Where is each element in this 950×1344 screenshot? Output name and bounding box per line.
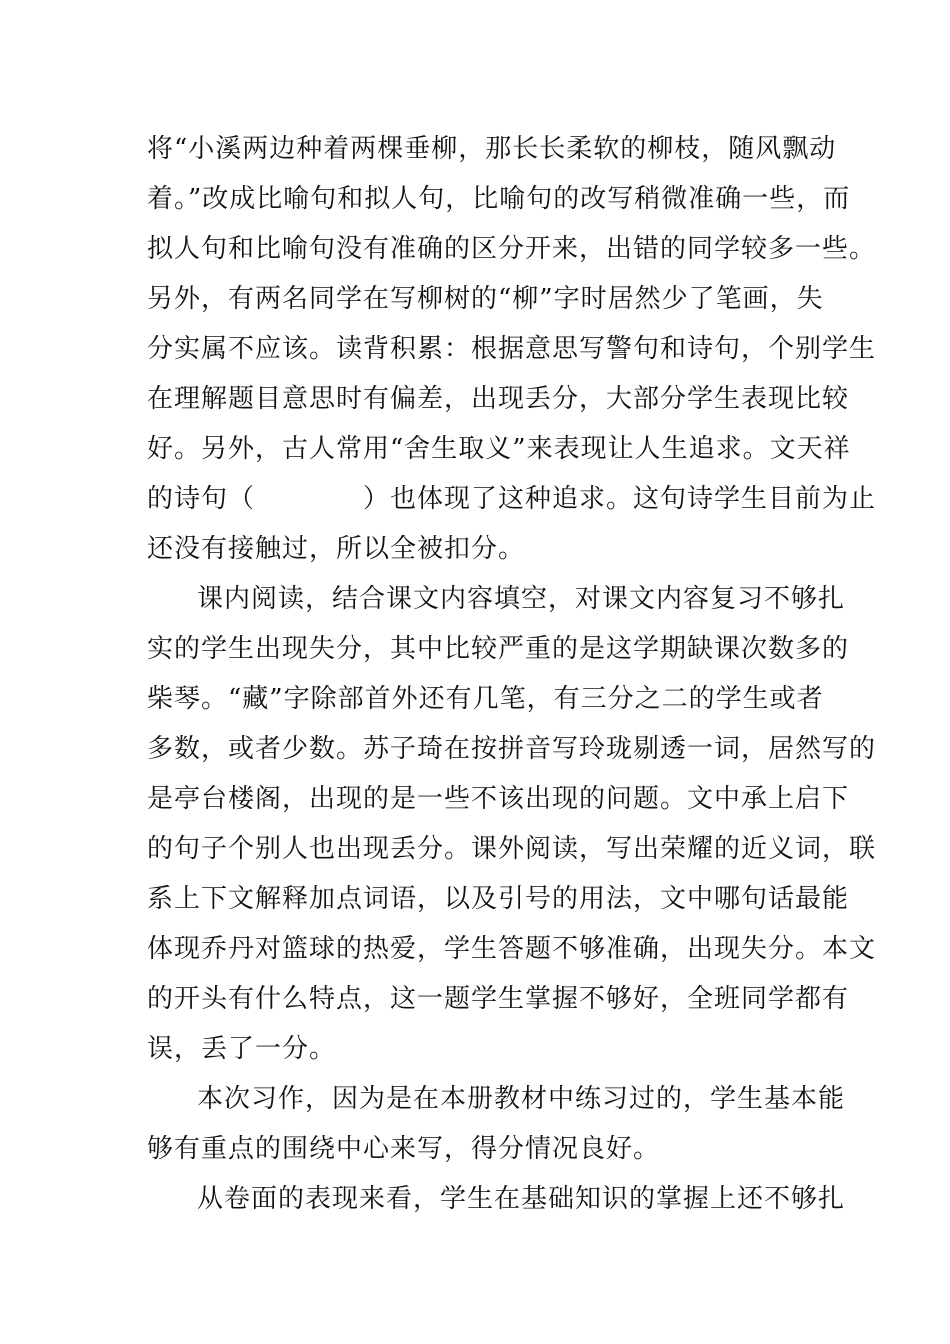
text-line: 误，丢了一分。 bbox=[147, 1034, 337, 1064]
paragraph-start-line: 本次习作，因为是在本册教材中练习过的，学生基本能 bbox=[197, 1084, 846, 1114]
text-line: 实的学生出现失分，其中比较严重的是这学期缺课次数多的 bbox=[147, 634, 850, 664]
text-line: 多数，或者少数。苏子琦在按拼音写玲珑剔透一词，居然写的 bbox=[147, 734, 877, 764]
text-line: 好。另外，古人常用“舍生取义”来表现让人生追求。文天祥 bbox=[147, 434, 851, 464]
text-line: 拟人句和比喻句没有准确的区分开来，出错的同学较多一些。 bbox=[147, 234, 877, 264]
text-line: 够有重点的围绕中心来写，得分情况良好。 bbox=[147, 1134, 661, 1164]
text-line: 柴琴。“藏”字除部首外还有几笔，有三分之二的学生或者 bbox=[147, 684, 824, 714]
text-line: 着。”改成比喻句和拟人句，比喻句的改写稍微准确一些，而 bbox=[147, 184, 851, 214]
text-line: 还没有接触过，所以全被扣分。 bbox=[147, 534, 526, 564]
text-line: 系上下文解释加点词语，以及引号的用法，文中哪句话最能 bbox=[147, 884, 850, 914]
text-line: 另外，有两名同学在写柳树的“柳”字时居然少了笔画，失 bbox=[147, 284, 824, 314]
text-line: 体现乔丹对篮球的热爱，学生答题不够准确，出现失分。本文 bbox=[147, 934, 877, 964]
text-line: 分实属不应该。读背积累：根据意思写警句和诗句，个别学生 bbox=[147, 334, 877, 364]
text-line: 在理解题目意思时有偏差，出现丢分，大部分学生表现比较 bbox=[147, 384, 850, 414]
text-line: 将“小溪两边种着两棵垂柳，那长长柔软的柳枝，随风飘动 bbox=[147, 134, 837, 164]
text-line: 的诗句（ ）也体现了这种追求。这句诗学生目前为止 bbox=[147, 484, 877, 514]
paragraph-start-line: 课内阅读，结合课文内容填空，对课文内容复习不够扎 bbox=[197, 584, 846, 614]
text-line: 的句子个别人也出现丢分。课外阅读，写出荣耀的近义词，联 bbox=[147, 834, 877, 864]
text-line: 的开头有什么特点，这一题学生掌握不够好，全班同学都有 bbox=[147, 984, 850, 1014]
text-line: 是亭台楼阁，出现的是一些不该出现的问题。文中承上启下 bbox=[147, 784, 850, 814]
paragraph-start-line: 从卷面的表现来看，学生在基础知识的掌握上还不够扎 bbox=[197, 1184, 846, 1214]
